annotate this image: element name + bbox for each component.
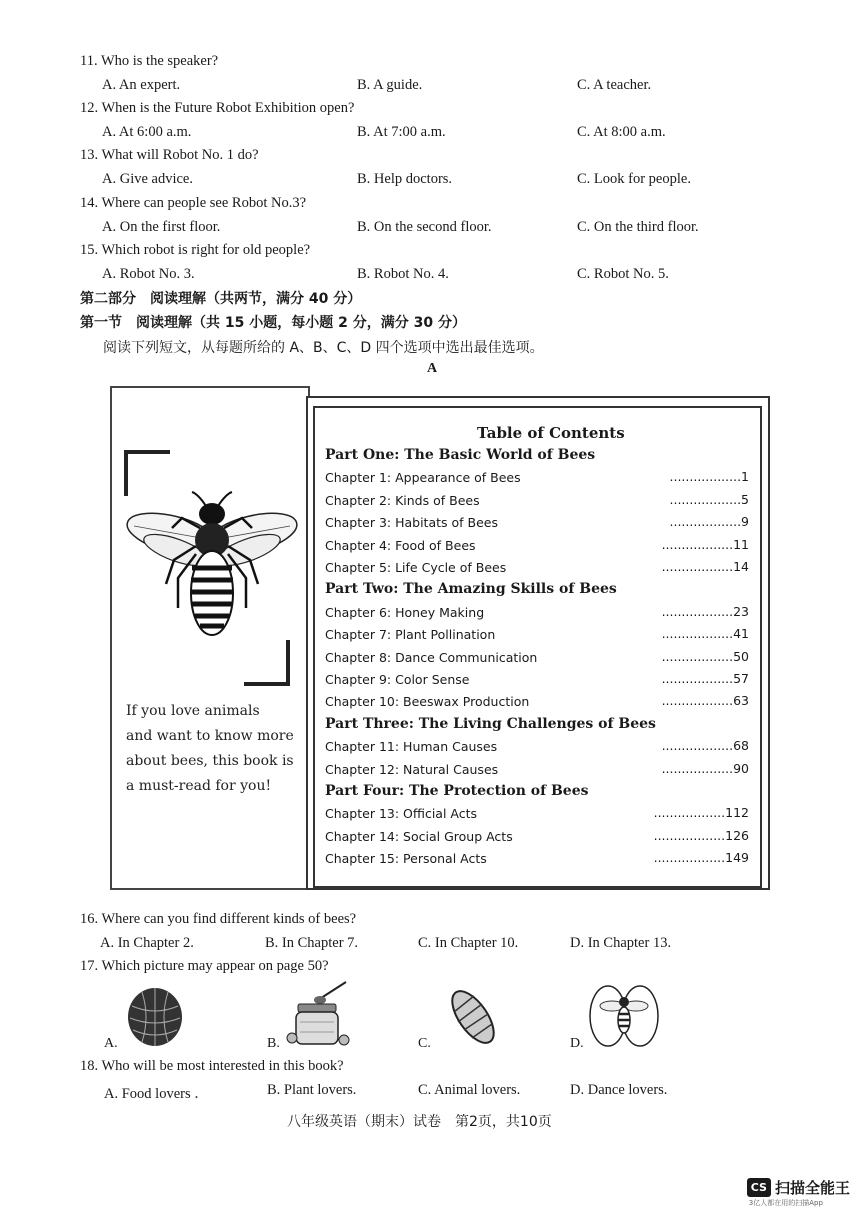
q18-option-c[interactable]: C. Animal lovers. — [418, 1082, 521, 1098]
q12-option-c[interactable]: C. At 8:00 a.m. — [577, 124, 666, 141]
q14-option-b[interactable]: B. On the second floor. — [357, 218, 492, 235]
toc-chapter-page: ..................9 — [669, 514, 749, 530]
q11-option-a[interactable]: A. An expert. — [102, 77, 181, 93]
q13-stem: 13. What will Robot No. 1 do? — [80, 147, 259, 164]
q18-option-d[interactable]: D. Dance lovers. — [570, 1082, 668, 1098]
toc-chapter-name: Chapter 13: Official Acts — [325, 806, 478, 822]
q14-option-c[interactable]: C. On the third floor. — [577, 218, 699, 235]
scanner-name: 扫描全能王 — [774, 1179, 850, 1197]
toc-chapter-page: ..................90 — [661, 760, 749, 776]
toc-chapter-page: ..................149 — [653, 850, 749, 866]
toc-chapter-name: Chapter 10: Beeswax Production — [325, 694, 530, 710]
q16-option-a[interactable]: A. In Chapter 2. — [100, 935, 194, 951]
q17-option-b[interactable]: B. — [267, 1036, 280, 1051]
scanner-tagline: 3亿人都在用的扫描App — [748, 1199, 823, 1207]
toc-chapter-row[interactable] — [325, 559, 749, 577]
q17-stem: 17. Which picture may appear on page 50? — [80, 958, 329, 974]
q15-option-c[interactable]: C. Robot No. 5. — [577, 265, 669, 282]
blurb-line: and want to know more — [126, 728, 294, 744]
toc-chapter-name: Chapter 5: Life Cycle of Bees — [325, 560, 507, 575]
q17-option-a[interactable]: A. — [104, 1036, 118, 1051]
blurb-line: about bees, this book is — [126, 753, 294, 769]
toc-chapter-name: Chapter 4: Food of Bees — [325, 537, 476, 553]
toc-chapter-name: Chapter 9: Color Sense — [325, 672, 470, 687]
toc-chapter-row[interactable] — [325, 492, 749, 510]
toc-chapter-row[interactable] — [325, 850, 749, 868]
toc-chapter-page: ..................68 — [661, 738, 749, 754]
toc-chapter-name: Chapter 12: Natural Causes — [325, 761, 499, 777]
page-footer: 八年级英语（期末）试卷 第2页，共10页 — [287, 1114, 552, 1130]
toc-chapter-page: ..................14 — [661, 559, 749, 574]
toc-chapter-row[interactable] — [325, 805, 749, 823]
q12-option-b[interactable]: B. At 7:00 a.m. — [357, 124, 446, 141]
part2-header: 第二部分 阅读理解（共两节，满分 40 分） — [80, 291, 362, 307]
toc-chapter-row[interactable] — [325, 828, 749, 846]
q16-option-d[interactable]: D. In Chapter 13. — [570, 935, 672, 951]
toc-chapter-page: ..................50 — [661, 648, 749, 664]
toc-chapter-name: Chapter 15: Personal Acts — [325, 851, 487, 867]
q16-stem: 16. Where can you find different kinds of bees? — [80, 911, 357, 927]
instruction: 阅读下列短文，从每题所给的 A、B、C、D 四个选项中选出最佳选项。 — [103, 340, 544, 356]
q12-stem: 12. When is the Future Robot Exhibition open? — [80, 100, 355, 117]
toc-chapter-page: ..................126 — [653, 827, 749, 843]
toc-chapter-row[interactable] — [325, 514, 749, 532]
book-blurb — [126, 699, 294, 799]
toc-part-title: Part Two: The Amazing Skills of Bees — [325, 581, 617, 598]
toc-chapter-name: Chapter 14: Social Group Acts — [325, 828, 513, 844]
q18-option-b[interactable]: B. Plant lovers. — [267, 1082, 357, 1098]
toc-part-title: Part Three: The Living Challenges of Bees — [325, 715, 656, 732]
q11-option-c[interactable]: C. A teacher. — [577, 77, 652, 93]
toc-part-title: Part One: The Basic World of Bees — [325, 447, 596, 463]
q12-option-a[interactable]: A. At 6:00 a.m. — [102, 124, 192, 141]
bee-icon — [124, 488, 300, 648]
toc-part-title: Part Four: The Protection of Bees — [325, 783, 589, 799]
bee-on-flower-icon — [588, 980, 660, 1052]
q15-stem: 15. Which robot is right for old people? — [80, 241, 311, 258]
q18-option-a[interactable]: A. Food lovers ． — [104, 1086, 209, 1102]
toc-title: Table of Contents — [477, 424, 625, 442]
toc-chapter-row[interactable] — [325, 738, 749, 756]
toc-chapter-row[interactable] — [325, 671, 749, 689]
toc-chapter-page: ..................11 — [661, 536, 749, 552]
q13-option-c[interactable]: C. Look for people. — [577, 171, 691, 188]
q13-option-b[interactable]: B. Help doctors. — [357, 171, 453, 188]
toc-chapter-row[interactable] — [325, 761, 749, 779]
toc-chapter-row[interactable] — [325, 626, 749, 644]
toc-chapter-page: ..................5 — [669, 491, 749, 507]
q18-stem: 18. Who will be most interested in this book? — [80, 1058, 344, 1074]
section1-header: 第一节 阅读理解（共 15 小题，每小题 2 分，满分 30 分） — [80, 315, 466, 331]
pinecone-icon — [126, 986, 184, 1048]
toc-chapter-row[interactable] — [325, 537, 749, 555]
toc-chapter-page: ..................23 — [661, 603, 749, 619]
q17-option-c[interactable]: C. — [418, 1036, 431, 1051]
toc-chapter-name: Chapter 8: Dance Communication — [325, 649, 538, 665]
honey-jar-icon — [284, 980, 354, 1050]
q15-option-a[interactable]: A. Robot No. 3. — [102, 265, 195, 282]
passage-label: A — [427, 361, 438, 376]
q17-option-d[interactable]: D. — [570, 1036, 584, 1051]
cocoon-icon — [440, 984, 506, 1050]
toc-chapter-row[interactable] — [325, 469, 749, 487]
toc-chapter-name: Chapter 11: Human Causes — [325, 739, 498, 755]
scanner-watermark — [747, 1177, 850, 1208]
toc-chapter-name: Chapter 3: Habitats of Bees — [325, 515, 498, 531]
toc-chapter-page: ..................57 — [661, 671, 749, 686]
blurb-line: a must-read for you! — [126, 778, 272, 794]
toc-chapter-name: Chapter 1: Appearance of Bees — [325, 470, 521, 486]
toc-chapter-row[interactable] — [325, 649, 749, 667]
toc-chapter-name: Chapter 6: Honey Making — [325, 604, 485, 620]
q13-option-a[interactable]: A. Give advice. — [102, 171, 193, 188]
toc-chapter-page: ..................63 — [661, 693, 749, 709]
toc-chapter-page: ..................1 — [669, 469, 749, 485]
toc-chapter-row[interactable] — [325, 604, 749, 622]
toc-chapter-page: ..................112 — [653, 805, 749, 821]
q15-option-b[interactable]: B. Robot No. 4. — [357, 265, 449, 282]
q14-stem: 14. Where can people see Robot No.3? — [80, 194, 307, 211]
toc-chapter-name: Chapter 7: Plant Pollination — [325, 627, 496, 643]
q11-stem: 11. Who is the speaker? — [80, 53, 219, 69]
toc-chapter-page: ..................41 — [661, 626, 749, 642]
q16-option-c[interactable]: C. In Chapter 10. — [418, 935, 519, 951]
q16-option-b[interactable]: B. In Chapter 7. — [265, 935, 359, 951]
toc-chapter-row[interactable] — [325, 693, 749, 711]
q14-option-a[interactable]: A. On the first floor. — [102, 218, 221, 235]
scanner-logo-icon: CS — [747, 1178, 771, 1197]
q11-option-b[interactable]: B. A guide. — [357, 77, 423, 93]
toc-chapter-name: Chapter 2: Kinds of Bees — [325, 492, 480, 508]
blurb-line: If you love animals — [126, 703, 260, 719]
